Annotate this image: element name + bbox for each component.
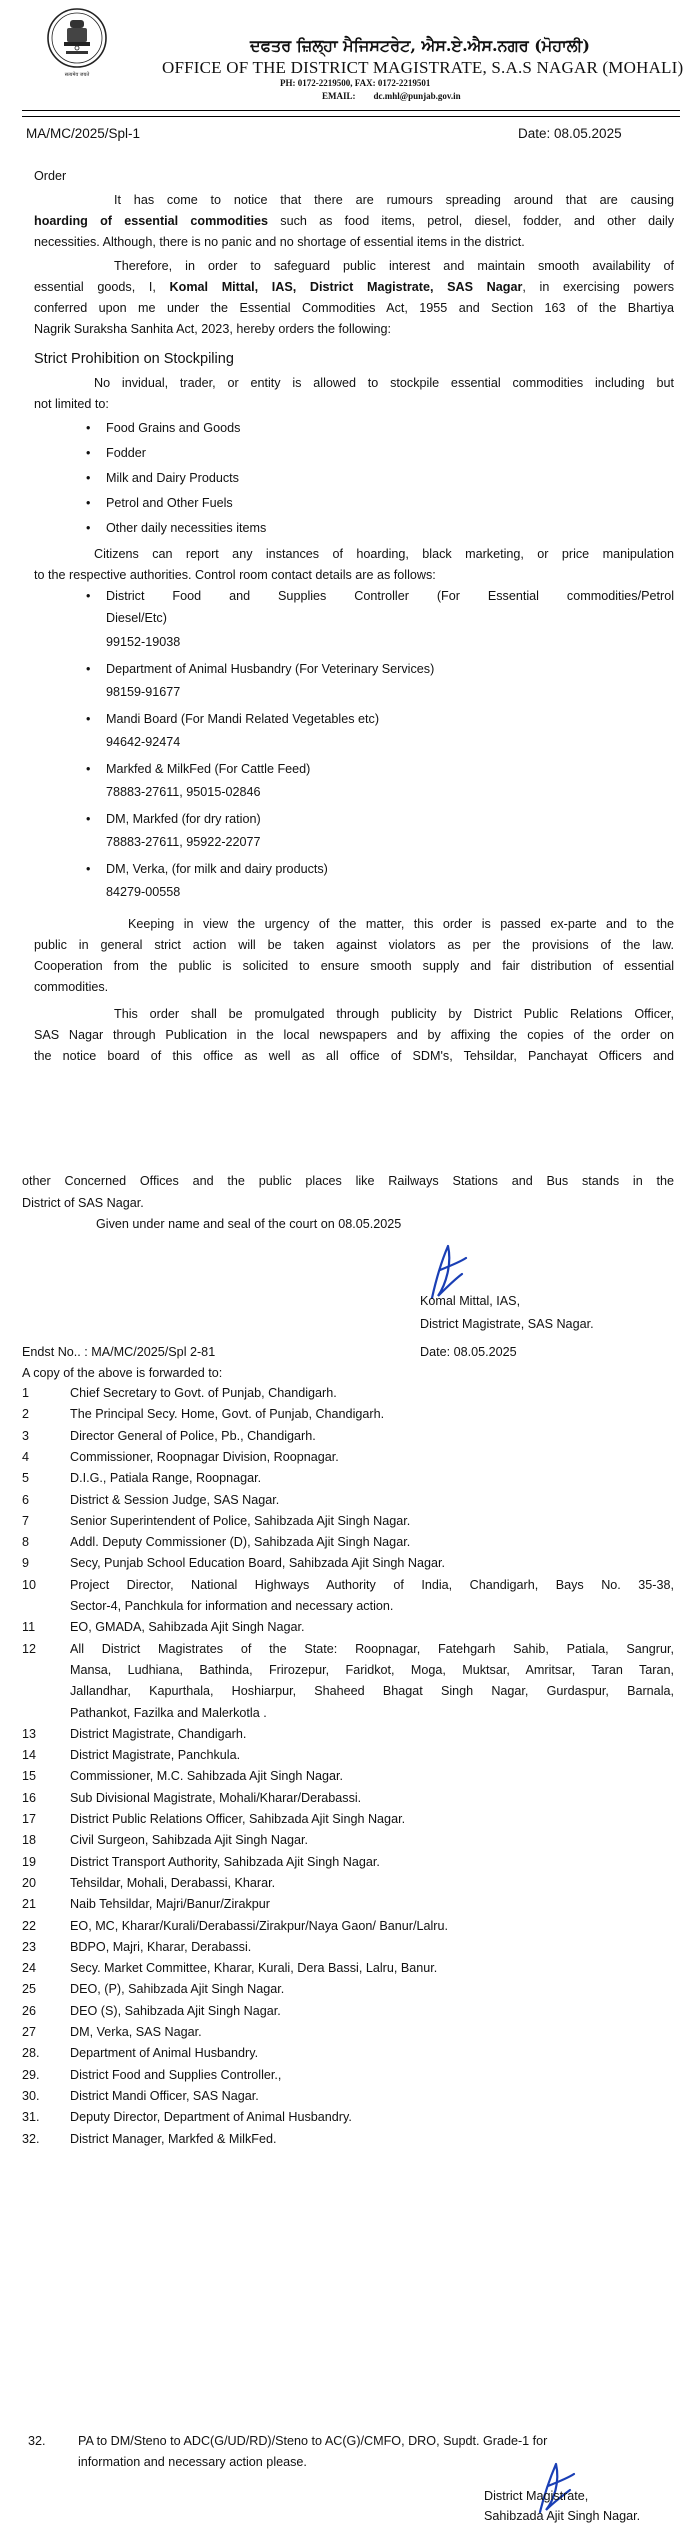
reference-number: MA/MC/2025/Spl-1 — [26, 126, 141, 141]
recipient-entry: EO, GMADA, Sahibzada Ajit Singh Nagar. — [70, 1620, 305, 1635]
para2-line3: conferred upon me under the Essential Commodities Act, 1955 and Section 163 of the Bhartiya — [34, 301, 674, 315]
para1-line2-rest: such as food items, petrol, diesel, fodder, and other daily — [268, 214, 674, 228]
recipient-number: 3 — [22, 1428, 30, 1443]
contact-name: • Markfed & MilkFed (For Cattle Feed) — [106, 762, 310, 776]
header-punjabi-title: ਦਫਤਰ ਜ਼ਿਲ੍ਹਾ ਮੈਜਿਸਟਰੇਟ, ਐਸ.ਏ.ਐਸ.ਨਗਰ (ਮੋਹਾਲੀ) — [250, 36, 590, 55]
recipient-entry: Secy, Punjab School Education Board, Sahibzada Ajit Singh Nagar. — [70, 1556, 446, 1571]
recipient-entry: D.I.G., Patiala Range, Roopnagar. — [70, 1471, 262, 1486]
recipient-entry: Department of Animal Husbandry. — [70, 2046, 259, 2061]
para2-magistrate: Komal Mittal, IAS, District Magistrate, SAS Nagar — [169, 280, 523, 294]
recipient-entry: Project Director, National Highways Authority of India, Chandigarh, Bays No. 35-38, — [70, 1577, 674, 1592]
recipient-entry: EO, MC, Kharar/Kurali/Derabassi/Zirakpur/Naya Gaon/ Banur/Lalru. — [70, 1918, 448, 1933]
para3-line1: Keeping in view the urgency of the matter, this order is passed ex-parte and to the — [128, 917, 674, 931]
signatory2-name: District Magistrate, — [484, 2489, 589, 2503]
commodity-item: • Fodder — [106, 446, 146, 460]
recipient-entry: District Magistrate, Panchkula. — [70, 1748, 241, 1763]
recipient-number: 2 — [22, 1407, 30, 1422]
contact-phone: 98159-91677 — [106, 685, 181, 699]
contact-phone: 84279-00558 — [106, 885, 181, 899]
recipient-number: 21 — [22, 1897, 37, 1912]
recipient-entry: District Food and Supplies Controller., — [70, 2067, 282, 2082]
signatory2-designation: Sahibzada Ajit Singh Nagar. — [484, 2509, 641, 2523]
recipient-entry: Pathankot, Fazilka and Malerkotla . — [70, 1705, 267, 1720]
recipient-entry: Sub Divisional Magistrate, Mohali/Kharar/Derabassi. — [70, 1790, 362, 1805]
recipient-entry: Director General of Police, Pb., Chandigarh. — [70, 1428, 316, 1443]
recipient-number: 16 — [22, 1790, 37, 1805]
endorsement-date: Date: 08.05.2025 — [420, 1345, 517, 1359]
state-emblem-icon — [46, 4, 108, 78]
recipient-number: 6 — [22, 1492, 30, 1507]
email-address: dc.mhl@punjab.gov.in — [373, 91, 461, 101]
recipient-number: 15 — [22, 1769, 37, 1784]
recipient-number: 31. — [22, 2110, 40, 2125]
para3-line2: public in general strict action will be taken against violators as per the provisions of the law. — [34, 938, 674, 952]
recipient-number: 20 — [22, 1875, 37, 1890]
citizens-line2: to the respective authorities. Control room contact details are as follows: — [34, 568, 436, 582]
recipient-entry: Tehsildar, Mohali, Derabassi, Kharar. — [70, 1875, 276, 1890]
contact-name: • DM, Verka, (for milk and dairy products) — [106, 862, 328, 876]
header-office-title: OFFICE OF THE DISTRICT MAGISTRATE, S.A.S NAGAR (MOHALI) — [162, 58, 684, 77]
para4b-line2: District of SAS Nagar. — [22, 1196, 144, 1210]
recipient-entry: District Magistrate, Chandigarh. — [70, 1726, 247, 1741]
recipient-number: 5 — [22, 1471, 30, 1486]
contact-name-cont: Diesel/Etc) — [106, 611, 167, 625]
recipient-entry: Commissioner, M.C. Sahibzada Ajit Singh Nagar. — [70, 1769, 343, 1784]
given-under: Given under name and seal of the court on 08.05.2025 — [96, 1217, 402, 1231]
para1-line3: necessities. Although, there is no panic and no shortage of essential items in the district. — [34, 235, 525, 249]
email-label: EMAIL: — [322, 91, 356, 101]
recipient-entry: All District Magistrates of the State: Roopnagar, Fatehgarh Sahib, Patiala, Sangrur, — [70, 1641, 674, 1656]
last-recipient-line1: PA to DM/Steno to ADC(G/UD/RD)/Steno to AC(G)/CMFO, DRO, Supdt. Grade-1 for — [78, 2434, 548, 2448]
prohibition-line1: No invidual, trader, or entity is allowed to stockpile essential commodities including but — [94, 376, 674, 390]
recipient-number: 11 — [22, 1620, 36, 1635]
recipient-number: 8 — [22, 1535, 30, 1550]
para1-line1: It has come to notice that there are rumours spreading around that are causing — [114, 193, 674, 207]
recipient-number: 19 — [22, 1854, 37, 1869]
recipient-number: 7 — [22, 1513, 30, 1528]
recipient-entry: Sector-4, Panchkula for information and necessary action. — [70, 1599, 394, 1613]
recipient-entry: DEO, (P), Sahibzada Ajit Singh Nagar. — [70, 1982, 285, 1997]
para4-line1: This order shall be promulgated through publicity by District Public Relations Officer, — [114, 1007, 674, 1021]
para4-line2: SAS Nagar through Publication in the local newspapers and by affixing the copies of the order on — [34, 1028, 674, 1042]
prohibition-line2: not limited to: — [34, 397, 109, 411]
recipient-number: 10 — [22, 1577, 37, 1592]
recipient-entry: Senior Superintendent of Police, Sahibzada Ajit Singh Nagar. — [70, 1513, 411, 1528]
recipient-number: 17 — [22, 1812, 37, 1826]
recipient-entry: DEO (S), Sahibzada Ajit Singh Nagar. — [70, 2003, 281, 2018]
recipient-entry: District Transport Authority, Sahibzada Ajit Singh Nagar. — [70, 1854, 380, 1869]
recipient-number: 29. — [22, 2067, 40, 2082]
recipient-entry: District & Session Judge, SAS Nagar. — [70, 1492, 280, 1507]
endorsement-number: Endst No.. : MA/MC/2025/Spl 2-81 — [22, 1345, 216, 1359]
contact-phone: 99152-19038 — [106, 635, 181, 649]
recipient-number: 25 — [22, 1982, 37, 1997]
recipient-entry: District Manager, Markfed & MilkFed. — [70, 2131, 277, 2146]
para4-line3: the notice board of this office as well as all office of SDM's, Tehsildar, Panchayat Officers and — [34, 1049, 674, 1063]
contact-name: • Department of Animal Husbandry (For Veterinary Services) — [106, 662, 434, 676]
contact-phone: 78883-27611, 95922-22077 — [106, 835, 261, 849]
para2-line2 — [34, 277, 674, 297]
recipient-number: 26 — [22, 2003, 37, 2018]
recipient-entry: Civil Surgeon, Sahibzada Ajit Singh Nagar. — [70, 1833, 309, 1848]
recipient-entry: Secy. Market Committee, Kharar, Kurali, Dera Bassi, Lalru, Banur. — [70, 1961, 438, 1976]
recipient-entry: The Principal Secy. Home, Govt. of Punjab, Chandigarh. — [70, 1407, 385, 1422]
recipient-number: 22 — [22, 1918, 37, 1933]
last-recipient-line2: information and necessary action please. — [78, 2455, 307, 2469]
copy-forwarded-to: A copy of the above is forwarded to: — [22, 1366, 223, 1380]
contact-name: • DM, Markfed (for dry ration) — [106, 812, 261, 826]
signatory-designation: District Magistrate, SAS Nagar. — [420, 1317, 594, 1331]
recipient-number: 30. — [22, 2088, 40, 2103]
recipient-number: 4 — [22, 1449, 30, 1464]
recipient-entry: Commissioner, Roopnagar Division, Roopnagar. — [70, 1449, 339, 1464]
order-heading: Order — [34, 169, 67, 183]
para2-line1: Therefore, in order to safeguard public interest and maintain smooth availability of — [114, 259, 674, 273]
last-recipient-number: 32. — [28, 2434, 46, 2448]
commodity-item: • Petrol and Other Fuels — [106, 496, 233, 510]
para3-line4: commodities. — [34, 980, 109, 994]
recipient-number: 12 — [22, 1641, 37, 1656]
section-title: Strict Prohibition on Stockpiling — [34, 351, 234, 367]
recipient-entry: Jallandhar, Kapurthala, Hoshiarpur, Shaheed Bhagat Singh Nagar, Gurdaspur, Barnala, — [70, 1684, 674, 1699]
recipient-number: 27 — [22, 2025, 37, 2039]
recipient-number: 9 — [22, 1556, 30, 1571]
recipient-entry: Naib Tehsildar, Majri/Banur/Zirakpur — [70, 1897, 270, 1912]
recipient-entry: DM, Verka, SAS Nagar. — [70, 2025, 202, 2039]
recipient-entry: Deputy Director, Department of Animal Husbandry. — [70, 2110, 352, 2125]
para2-pre: essential goods, I, — [34, 280, 170, 294]
para1-bold: hoarding of essential commodities — [34, 214, 269, 228]
recipient-entry: District Mandi Officer, SAS Nagar. — [70, 2088, 259, 2103]
emblem-motto: सत्यमेव जयते — [64, 72, 90, 78]
para4b-line1: other Concerned Offices and the public places like Railways Stations and Bus stands in the — [22, 1174, 674, 1188]
recipient-number: 32. — [22, 2131, 40, 2146]
para2-line4: Nagrik Suraksha Sanhita Act, 2023, hereby orders the following: — [34, 322, 392, 336]
para2-post: , in exercising powers — [522, 280, 674, 294]
citizens-line1: Citizens can report any instances of hoarding, black marketing, or price manipulation — [94, 547, 674, 561]
contact-phone: 78883-27611, 95015-02846 — [106, 785, 261, 799]
recipient-number: 13 — [22, 1726, 37, 1741]
order-date: Date: 08.05.2025 — [518, 126, 622, 141]
para3-line3: Cooperation from the public is solicited to ensure smooth supply and fair distribution of essential — [34, 959, 674, 973]
header-phone-fax: PH: 0172-2219500, FAX: 0172-2219501 — [280, 78, 431, 88]
recipient-number: 28. — [22, 2046, 40, 2061]
recipient-entry: Chief Secretary to Govt. of Punjab, Chandigarh. — [70, 1386, 337, 1400]
commodity-item: • Milk and Dairy Products — [106, 471, 239, 485]
recipient-entry: Addl. Deputy Commissioner (D), Sahibzada Ajit Singh Nagar. — [70, 1535, 411, 1550]
recipient-number: 18 — [22, 1833, 37, 1848]
header-email — [322, 91, 461, 101]
header-rule-top — [22, 110, 680, 111]
recipient-entry: BDPO, Majri, Kharar, Derabassi. — [70, 1939, 252, 1954]
recipient-entry: District Public Relations Officer, Sahibzada Ajit Singh Nagar. — [70, 1812, 406, 1826]
signatory-name: Komal Mittal, IAS, — [420, 1294, 521, 1308]
contact-name: • District Food and Supplies Controller (For Essential commodities/Petrol — [106, 589, 674, 603]
contact-name: • Mandi Board (For Mandi Related Vegetables etc) — [106, 712, 379, 726]
recipient-number: 24 — [22, 1961, 37, 1976]
contact-phone: 94642-92474 — [106, 735, 181, 749]
para1-line2 — [34, 211, 674, 231]
header-rule-bottom — [22, 116, 680, 117]
recipient-number: 1 — [22, 1386, 30, 1400]
recipient-entry: Mansa, Ludhiana, Bathinda, Frirozepur, Faridkot, Moga, Muktsar, Amritsar, Taran Taran, — [70, 1662, 674, 1677]
recipient-number: 23 — [22, 1939, 37, 1954]
commodity-item: • Other daily necessities items — [106, 521, 266, 535]
recipient-number: 14 — [22, 1748, 37, 1763]
commodity-item: • Food Grains and Goods — [106, 421, 240, 435]
